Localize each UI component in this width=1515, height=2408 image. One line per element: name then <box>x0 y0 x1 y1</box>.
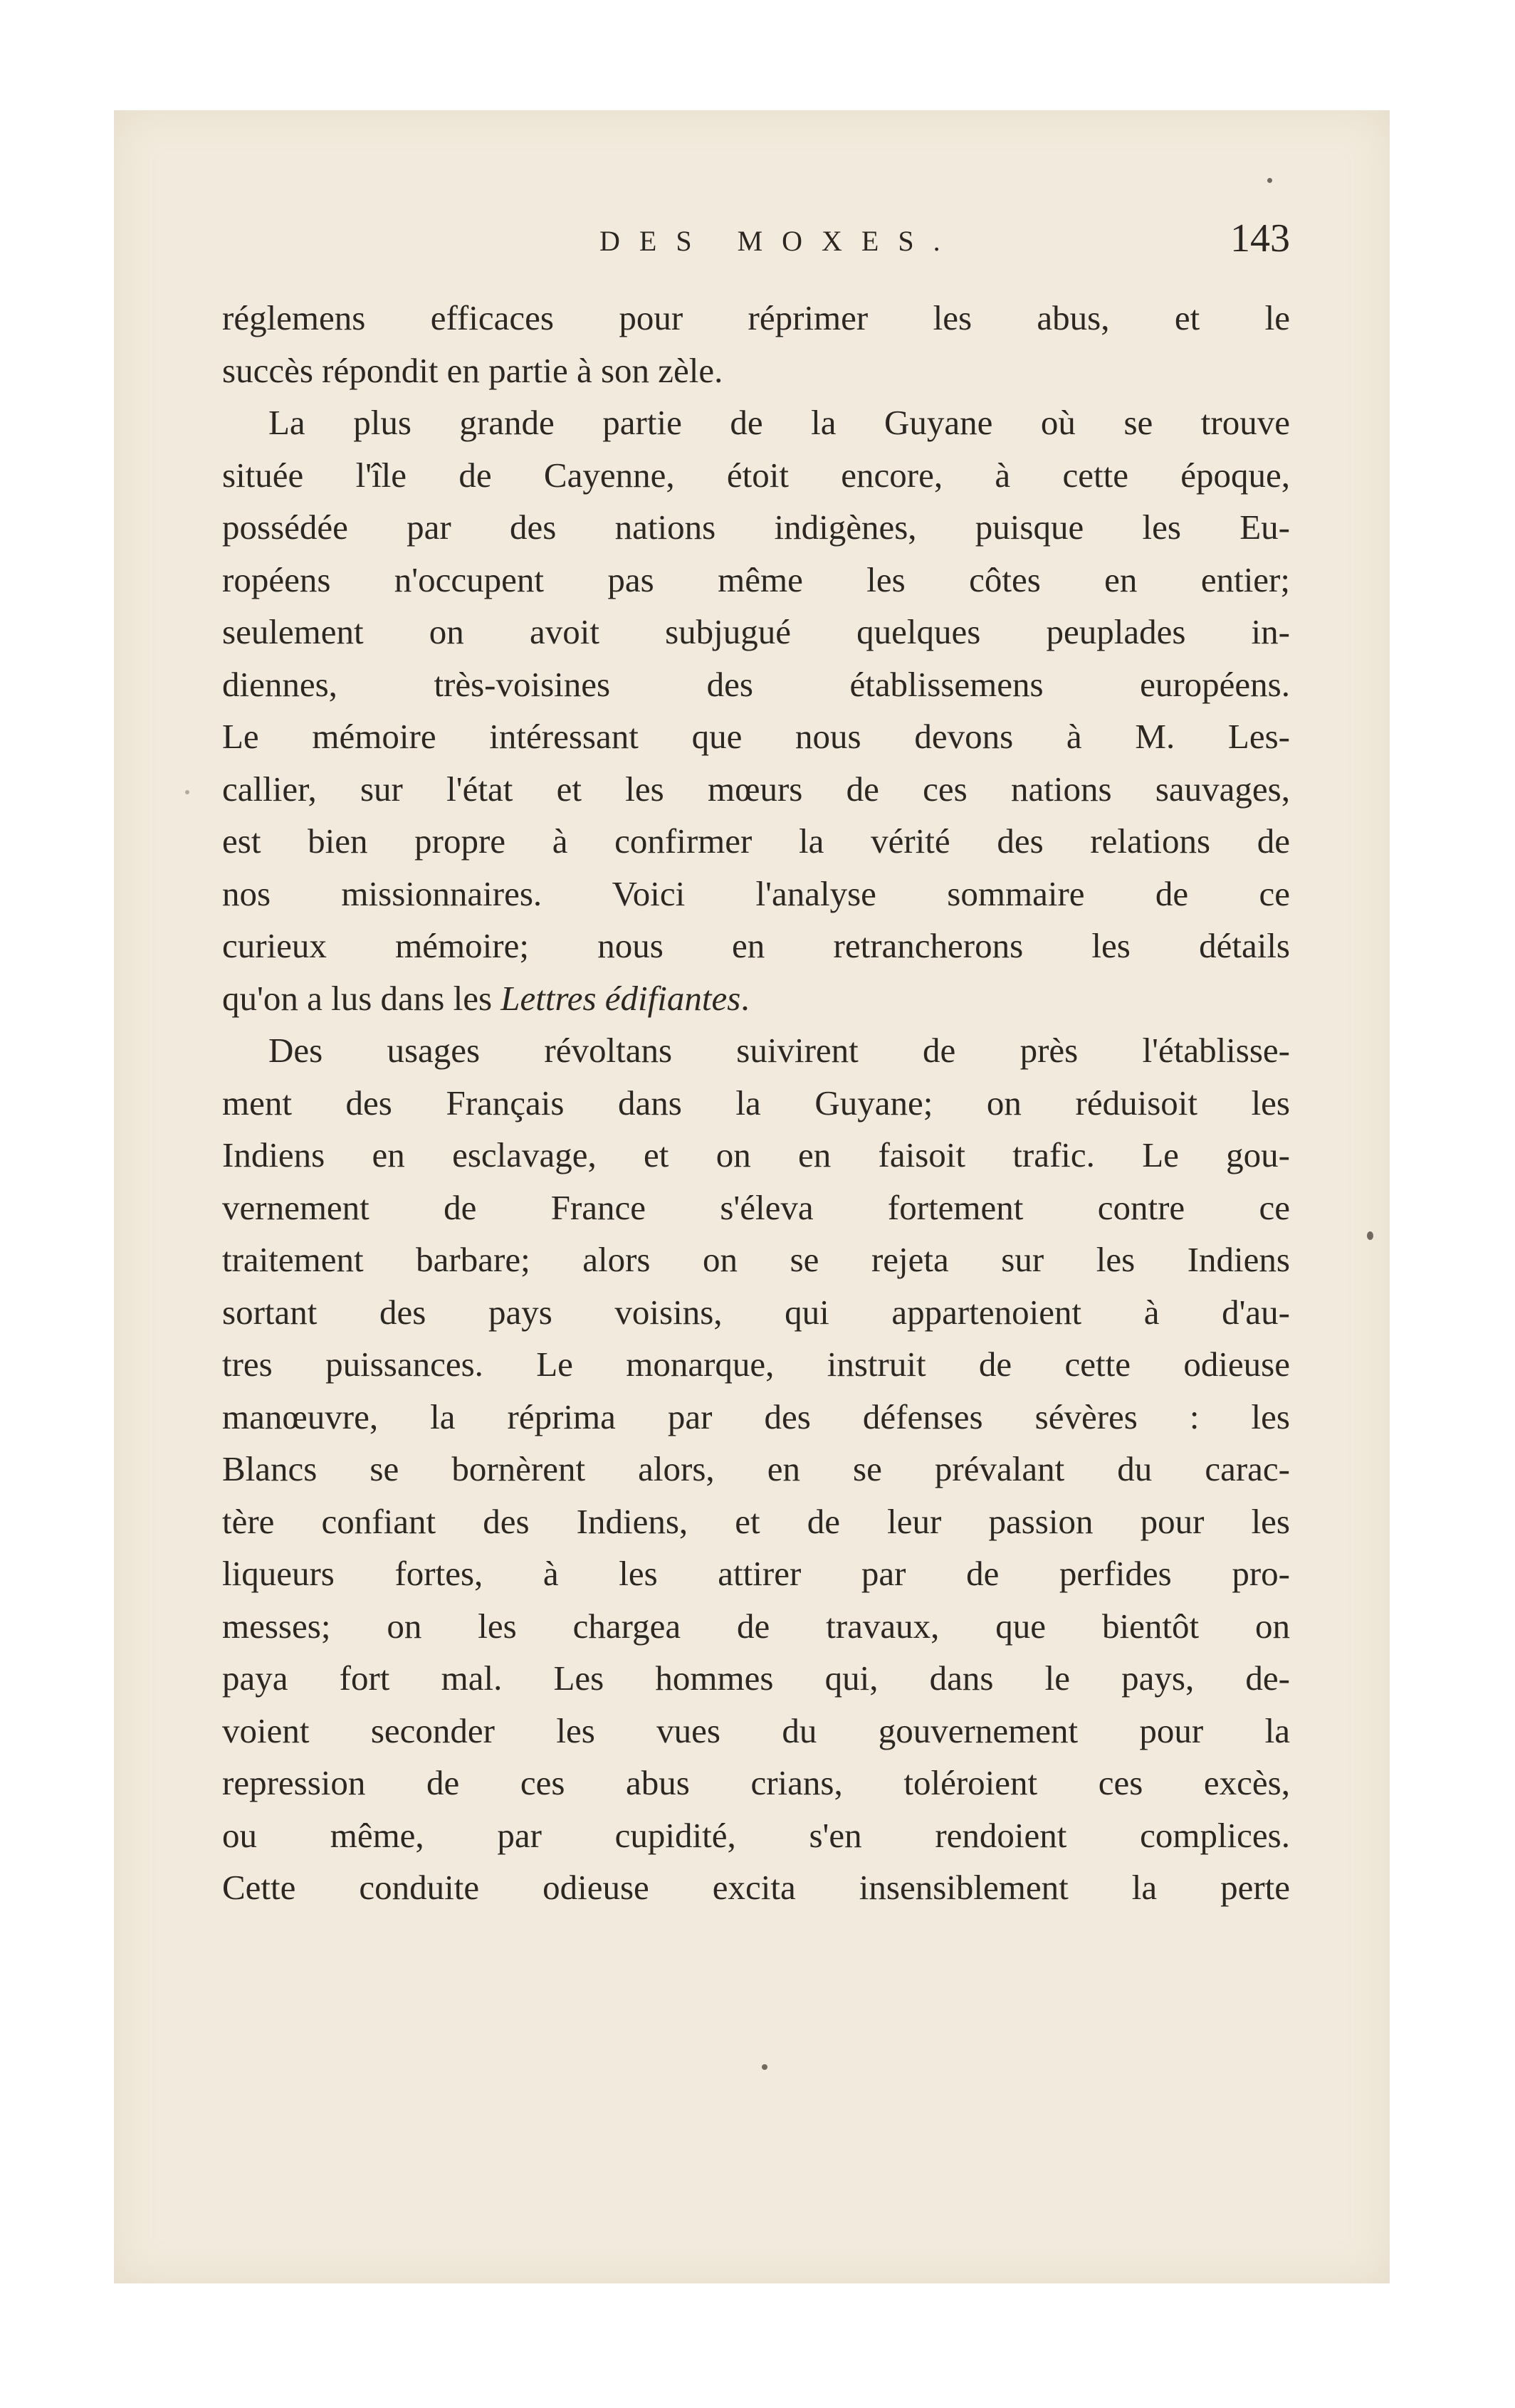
body-text <box>222 292 1290 1914</box>
text-line: tère confiant des Indiens, et de leur passion pour les <box>222 1501 1290 1541</box>
text-line: ment des Français dans la Guyane; on réduisoit les <box>222 1083 1290 1122</box>
text-line: Le mémoire intéressant que nous devons à M. Les- <box>222 717 1290 756</box>
text-line: curieux mémoire; nous en retrancherons les détails <box>222 926 1290 965</box>
text-segment: . <box>740 978 750 1018</box>
paragraph-start-line: La plus grande partie de la Guyane où se trouve <box>268 403 1290 442</box>
page-header <box>222 110 1290 278</box>
text-line: paya fort mal. Les hommes qui, dans le pays, de- <box>222 1658 1290 1698</box>
ink-speck <box>762 2064 767 2070</box>
text-line: messes; on les chargea de travaux, que bientôt on <box>222 1606 1290 1646</box>
text-segment: qu'on a lus dans les <box>222 978 501 1018</box>
text-line: tres puissances. Le monarque, instruit de cette odieuse <box>222 1345 1290 1384</box>
text-line-with-italic <box>222 972 1290 1025</box>
text-line: voient seconder les vues du gouvernement pour la <box>222 1710 1290 1750</box>
text-line: Indiens en esclavage, et on en faisoit trafic. Le gou- <box>222 1135 1290 1174</box>
page-number: 143 <box>1230 216 1290 261</box>
paragraph-start-line: Des usages révoltans suivirent de près l'établisse- <box>268 1031 1290 1070</box>
text-line: sortant des pays voisins, qui appartenoient à d'au- <box>222 1292 1290 1332</box>
text-line: ropéens n'occupent pas même les côtes en entier; <box>222 559 1290 599</box>
ink-speck <box>1267 178 1272 183</box>
text-line: réglemens efficaces pour réprimer les abus, et le <box>222 298 1290 337</box>
text-line: située l'île de Cayenne, étoit encore, à cette époque, <box>222 455 1290 495</box>
text-line: ou même, par cupidité, s'en rendoient complices. <box>222 1815 1290 1855</box>
text-line: nos missionnaires. Voici l'analyse sommaire de ce <box>222 873 1290 913</box>
text-line: liqueurs fortes, à les attirer par de perfides pro- <box>222 1554 1290 1593</box>
book-page <box>114 110 1390 2283</box>
running-title: DES MOXES. <box>599 225 960 257</box>
text-line: repression de ces abus crians, toléroient ces excès, <box>222 1763 1290 1802</box>
italic-book-title: Lettres édifiantes <box>500 978 741 1018</box>
text-line: callier, sur l'état et les mœurs de ces nations sauvages, <box>222 769 1290 809</box>
text-line: succès répondit en partie à son zèle. <box>222 350 723 390</box>
text-line: traitement barbare; alors on se rejeta sur les Indiens <box>222 1240 1290 1279</box>
text-line: Blancs se bornèrent alors, en se prévalant du carac- <box>222 1449 1290 1488</box>
text-line: possédée par des nations indigènes, puisque les Eu- <box>222 508 1290 547</box>
text-line: Cette conduite odieuse excita insensiblement la perte <box>222 1868 1290 1907</box>
text-line: vernement de France s'éleva fortement contre ce <box>222 1187 1290 1227</box>
ink-speck <box>1367 1231 1373 1240</box>
text-line: seulement on avoit subjugué quelques peuplades in- <box>222 612 1290 651</box>
text-line: diennes, très-voisines des établissemens européens. <box>222 664 1290 704</box>
text-line: est bien propre à confirmer la vérité des relations de <box>222 821 1290 861</box>
text-line: manœuvre, la réprima par des défenses sévères : les <box>222 1397 1290 1436</box>
ink-speck <box>185 790 189 794</box>
